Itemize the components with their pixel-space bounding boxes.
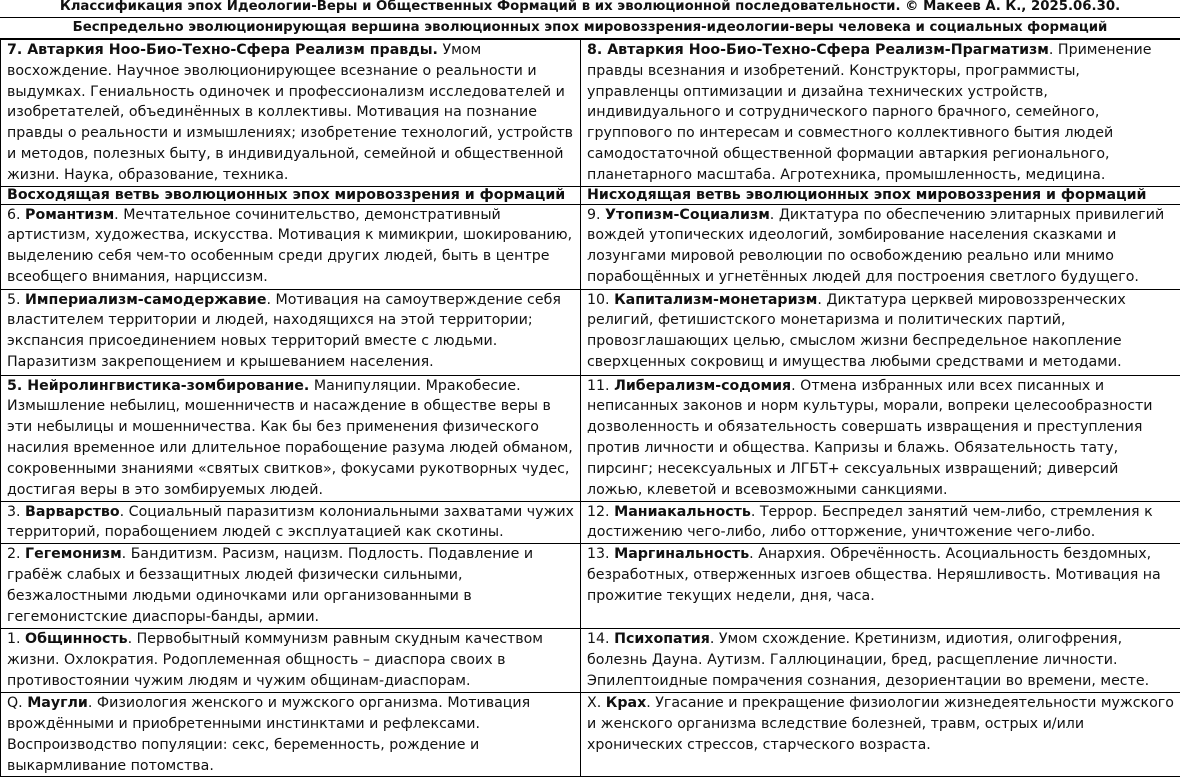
epoch-name: Общинность	[25, 631, 128, 647]
epoch-number: 13.	[587, 546, 614, 562]
table-row	[1, 501, 1180, 544]
ascending-branch-header: Восходящая ветвь эволюционных эпох мировоззрения и формаций	[1, 186, 581, 204]
epoch-name: Либерализм-содомия	[614, 378, 791, 394]
epochs-table	[0, 39, 1180, 777]
epoch-cell	[1, 289, 581, 375]
epoch-cell	[581, 544, 1180, 629]
epoch-cell-7	[1, 40, 581, 187]
epoch-number: 1.	[7, 631, 25, 647]
epoch-name: 5. Нейролингвистика-зомбирование.	[7, 378, 309, 394]
epoch-number: 12.	[587, 504, 614, 520]
epoch-description: . Первобытный коммунизм равным скудным качеством жизни. Охлократия. Родоплеменная общность – диаспора своих в противостоянии чужим людям и чужим общинам-диаспорам.	[7, 631, 543, 689]
epoch-name: Романтизм	[25, 207, 114, 223]
descending-branch-header: Нисходящая ветвь эволюционных эпох мировоззрения и формаций	[581, 186, 1180, 204]
table-row	[1, 40, 1180, 187]
epoch-name: Утопизм-Социализм	[605, 207, 770, 223]
document-title: Классификация эпох Идеологии-Веры и Общественных Формаций в их эволюционной последовательности. © Макеев А. К., 2025.06.30.	[0, 0, 1180, 17]
epoch-name: Гегемонизм	[25, 546, 122, 562]
table-row	[1, 289, 1180, 375]
document-subtitle: Беспредельно эволюционирующая вершина эволюционных эпох мировоззрения-идеологии-веры человека и социальных формаций	[0, 17, 1180, 39]
epoch-description: . Угасание и прекращение физиологии жизнедеятельности мужского и женского организма вследствие болезней, травм, острых и/или хронических стрессов, старческого возраста.	[587, 695, 1174, 753]
table-row	[1, 629, 1180, 693]
epoch-description: . Диктатура по обеспечению элитарных привилегий вождей утопических идеологий, зомбирование населения сказками и лозунгами мировой революции по освобождению реально или мнимо порабощённых и угнетённых людей для построения светлого будущего.	[587, 207, 1164, 285]
epoch-description: . Диктатура церквей мировоззренческих религий, фетишистского монетаризма и политических партий, провозглашающих целью, смыслом жизни беспредельное накопление сверхценных сокровищ и имущества любыми средствами и методами.	[587, 292, 1126, 370]
epoch-cell	[581, 204, 1180, 289]
epoch-number: 9.	[587, 207, 605, 223]
epoch-name: 7. Автаркия Ноо-Био-Техно-Сфера Реализм правды.	[7, 42, 438, 58]
epoch-number: 3.	[7, 504, 25, 520]
epoch-name: Империализм-самодержавие	[25, 292, 266, 308]
epoch-number: 2.	[7, 546, 25, 562]
epoch-number: 14.	[587, 631, 614, 647]
epoch-description: . Мечтательное сочинительство, демонстративный артистизм, художества, искусства. Мотивация к мимикрии, шокированию, выделению себя чем-то особенным среди других людей, быть в центре всеобщего внимания, нарциссизм.	[7, 207, 572, 285]
epoch-number: Q.	[7, 695, 27, 711]
epoch-number: 11.	[587, 378, 614, 394]
epoch-description: . Социальный паразитизм колониальными захватами чужих территорий, порабощением людей с эксплуатацией как скотины.	[7, 504, 574, 541]
epoch-name: Маниакальность	[614, 504, 751, 520]
epoch-name: Психопатия	[614, 631, 710, 647]
epoch-cell	[581, 501, 1180, 544]
table-row	[1, 375, 1180, 501]
epoch-description: Манипуляции. Мракобесие. Измышление небылиц, мошенничеств и насаждение в обществе веры в эти небылицы и мошенничества. Как бы без применения физического насилия временное или длительное порабощение разума людей обманом, сокровенными знаниями «святых свитков», фокусами рукотворных чудес, достигая веры в это зомбируемых людей.	[7, 378, 573, 498]
epoch-number: 10.	[587, 292, 614, 308]
epoch-cell-8	[581, 40, 1180, 187]
epoch-cell	[1, 544, 581, 629]
epoch-description: . Бандитизм. Расизм, нацизм. Подлость. Подавление и грабёж слабых и беззащитных людей физически сильными, безжалостными людьми одиночками или организованными в гегемонистские диаспоры-банды, армии.	[7, 546, 533, 624]
epoch-name: Маргинальность	[614, 546, 749, 562]
epoch-cell	[581, 289, 1180, 375]
epoch-description: . Террор. Беспредел занятий чем-либо, стремления к достижению чего-либо, либо отторжение, уничтожение чего-либо.	[587, 504, 1153, 541]
epoch-cell	[1, 375, 581, 501]
epoch-description: . Анархия. Обречённость. Асоциальность бездомных, безработных, отверженных изгоев общества. Неряшливость. Мотивация на прожитие текущих недели, дня, часа.	[587, 546, 1161, 604]
epoch-description: . Мотивация на самоутверждение себя властителем территории и людей, находящихся на этой территории; экспансия присоединением новых территорий вместе с людьми. Паразитизм закрепощением и крышеванием населения.	[7, 292, 561, 370]
epoch-description: . Физиология женского и мужского организма. Мотивация врождёнными и приобретенными инстинктами и рефлексами. Воспроизводство популяции: секс, беременность, рождение и выкармливание потомства.	[7, 695, 530, 773]
epoch-number: 6.	[7, 207, 25, 223]
table-row	[1, 693, 1180, 777]
epoch-name: 8. Автаркия Ноо-Био-Техно-Сфера Реализм-Прагматизм	[587, 42, 1049, 58]
table-row	[1, 544, 1180, 629]
epoch-cell	[1, 629, 581, 693]
epoch-cell	[1, 693, 581, 777]
table-row	[1, 204, 1180, 289]
epoch-description: . Применение правды всезнания и изобретений. Конструкторы, программисты, управленцы оптимизации и дизайна технических устройств, индивидуального и сотруднического парного брачного, семейного, группового по интересам и совместного коллективного бытия людей самодостаточной общественной формации автаркия регионального, планетарного масштаба. Агротехника, промышленность, медицина.	[587, 42, 1151, 183]
epoch-cell	[581, 375, 1180, 501]
epoch-name: Варварство	[25, 504, 120, 520]
epoch-number: 5.	[7, 292, 25, 308]
epoch-name: Крах	[606, 695, 646, 711]
epoch-description: . Умом схождение. Кретинизм, идиотия, олигофрения, болезнь Дауна. Аутизм. Галлюцинации, бред, расщепление личности. Эпилептоидные помрачения сознания, дезориентации во времени, месте.	[587, 631, 1149, 689]
epoch-cell	[581, 693, 1180, 777]
epoch-cell	[1, 501, 581, 544]
epoch-description: . Отмена избранных или всех писанных и неписанных законов и норм культуры, морали, вопреки целесообразности дозволенность и обязательность совершать извращения и преступления против личности и общества. Капризы и блажь. Обязательность тату, пирсинг; несексуальных и ЛГБТ+ сексуальных извращений; диверсий ложью, клеветой и всевозможными санкциями.	[587, 378, 1152, 498]
branch-header-row	[1, 186, 1180, 204]
epoch-cell	[1, 204, 581, 289]
epoch-cell	[581, 629, 1180, 693]
epoch-name: Капитализм-монетаризм	[614, 292, 817, 308]
epoch-name: Маугли	[27, 695, 88, 711]
epoch-number: X.	[587, 695, 606, 711]
epoch-description: Умом восхождение. Научное эволюционирующее всезнание о реальности и выдумках. Гениальность одиночек и профессионализм исследователей и изобретателей, объединённых в коллективы. Мотивация на познание правды о реальности и измышлениях; изобретение технологий, устройств и методов, полезных быту, в индивидуальной, семейной и общественной жизни. Наука, образование, техника.	[7, 42, 573, 183]
